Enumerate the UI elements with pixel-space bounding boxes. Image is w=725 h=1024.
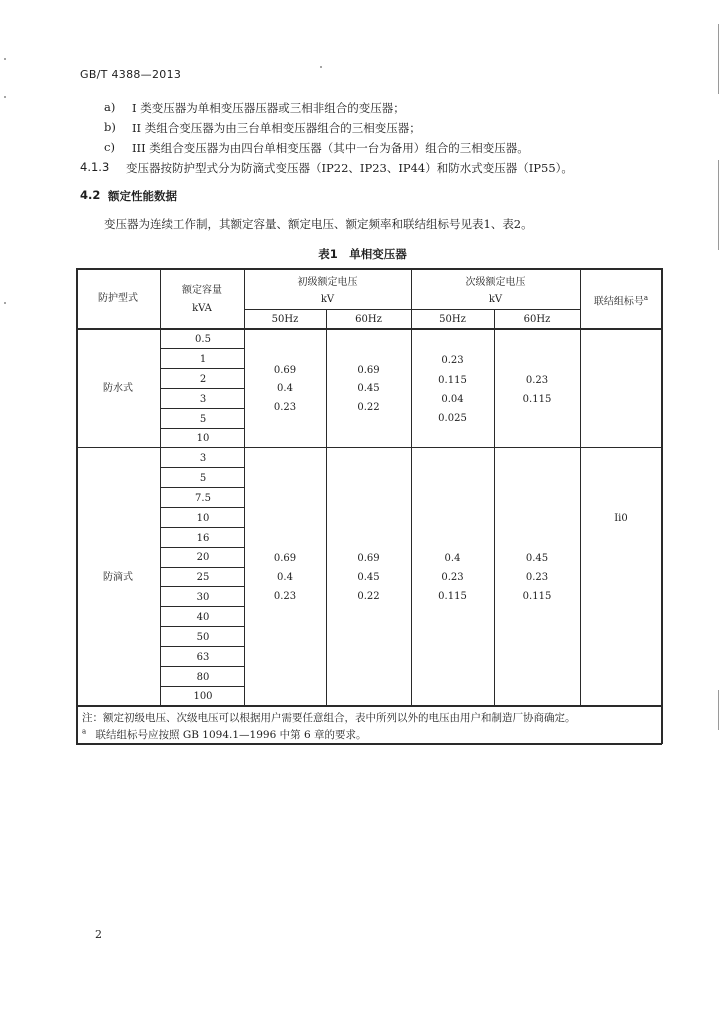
capacity-value: 2 — [199, 374, 207, 385]
capacity-value: 16 — [196, 533, 210, 544]
primary-60hz-value: 0.45 — [357, 572, 380, 583]
capacity-row-line — [160, 388, 244, 389]
page-number: 2 — [95, 928, 102, 941]
capacity-row-line — [160, 626, 244, 627]
primary-60hz-value: 0.22 — [357, 402, 380, 413]
list-item-marker: c) — [104, 140, 115, 154]
capacity-value: 1 — [199, 354, 207, 365]
body-paragraph: 变压器为连续工作制，其额定容量、额定电压、额定频率和联结组标号见表1、表2。 — [104, 217, 533, 231]
secondary-60hz-value: 0.45 — [525, 553, 549, 564]
capacity-row-line — [160, 428, 244, 429]
header-rated-capacity-unit: kVA — [192, 303, 212, 314]
page-edge-line — [718, 24, 719, 94]
header-connection-symbol — [580, 292, 662, 308]
secondary-60hz-value: 0.115 — [522, 591, 552, 602]
secondary-50hz-value: 0.115 — [438, 591, 467, 602]
table-border-left — [76, 268, 78, 744]
header-bottom-line — [76, 328, 662, 330]
clause-number: 4.1.3 — [80, 160, 110, 174]
section-title: 额定性能数据 — [108, 189, 177, 203]
secondary-50hz-value: 0.025 — [438, 413, 467, 424]
secondary-50hz-value: 0.115 — [438, 375, 467, 386]
capacity-row-line — [160, 368, 244, 369]
table-border-bottom — [76, 743, 662, 745]
list-item-marker: a) — [104, 100, 116, 114]
capacity-value: 5 — [199, 414, 207, 425]
primary-50hz-value: 0.23 — [273, 591, 297, 602]
col-divider — [411, 268, 412, 705]
primary-60hz-value: 0.69 — [357, 553, 380, 564]
header-primary-unit: kV — [320, 294, 335, 305]
header-secondary-unit: kV — [488, 294, 503, 305]
capacity-value: 80 — [196, 672, 210, 683]
capacity-row-line — [160, 507, 244, 508]
list-item-text: I 类变压器为单相变压器压器或三相非组合的变压器； — [132, 101, 405, 115]
group-label: 防水式 — [103, 383, 133, 394]
document-id-header: GB/T 4388—2013 — [80, 68, 182, 81]
list-item-text: III 类组合变压器为由四台单相变压器（其中一台为备用）组合的三相变压器。 — [132, 141, 529, 155]
capacity-row-line — [160, 606, 244, 607]
primary-50hz-value: 0.23 — [273, 402, 297, 413]
capacity-value: 40 — [196, 612, 210, 623]
secondary-50hz-value: 0.4 — [444, 553, 461, 564]
capacity-value: 0.5 — [195, 334, 211, 345]
note-top-line — [76, 705, 662, 707]
capacity-value: 50 — [196, 632, 210, 643]
primary-50hz-value: 0.69 — [273, 365, 297, 376]
table-caption: 表1 单相变压器 — [318, 247, 407, 261]
capacity-row-line — [160, 646, 244, 647]
capacity-row-line — [160, 527, 244, 528]
list-item-marker: b) — [104, 120, 116, 134]
capacity-value: 7.5 — [195, 493, 211, 504]
capacity-value: 5 — [199, 473, 207, 484]
primary-60hz-value: 0.69 — [357, 365, 380, 376]
footnote-marker: a — [82, 727, 87, 736]
clause-text: 变压器按防护型式分为防滴式变压器（IP22、IP23、IP44）和防水式变压器（IP55）。 — [126, 161, 573, 175]
header-freq-50: 50Hz — [271, 314, 299, 325]
header-connection-symbol-text: 联结组标号 — [593, 296, 644, 308]
connection-symbol-value: Ii0 — [614, 513, 628, 524]
capacity-row-line — [160, 348, 244, 349]
capacity-row-line — [160, 547, 244, 548]
scan-speck — [4, 302, 6, 304]
capacity-row-line — [160, 686, 244, 687]
group-separator — [76, 447, 662, 448]
capacity-row-line — [160, 666, 244, 667]
table-footnote-text: 联结组标号应按照 GB 1094.1—1996 中第 6 章的要求。 — [95, 729, 367, 741]
primary-50hz-value: 0.4 — [277, 572, 293, 583]
single-phase-transformer-table — [76, 268, 662, 744]
capacity-value: 10 — [196, 433, 210, 444]
capacity-value: 20 — [196, 552, 210, 563]
capacity-row-line — [160, 408, 244, 409]
header-freq-50: 50Hz — [439, 314, 466, 325]
secondary-50hz-value: 0.04 — [441, 394, 464, 405]
secondary-50hz-value: 0.23 — [441, 572, 464, 583]
primary-60hz-value: 0.22 — [357, 591, 380, 602]
table-footnote — [82, 727, 366, 742]
capacity-value: 10 — [196, 513, 210, 524]
table-border-top — [76, 268, 662, 270]
header-subline — [244, 309, 580, 310]
secondary-50hz-value: 0.23 — [441, 355, 464, 366]
capacity-row-line — [160, 467, 244, 468]
secondary-60hz-value: 0.115 — [522, 394, 552, 405]
table-note: 注：额定初级电压、次级电压可以根据用户需要任意组合，表中所列以外的电压由用户和制造厂协商确定。 — [82, 712, 576, 724]
list-item-text: II 类组合变压器为由三台单相变压器组合的三相变压器； — [132, 121, 421, 135]
col-divider — [244, 268, 245, 705]
capacity-row-line — [160, 586, 244, 587]
capacity-row-line — [160, 487, 244, 488]
group-label: 防滴式 — [103, 572, 133, 583]
header-primary-voltage: 初级额定电压 — [297, 277, 358, 288]
page-edge-line — [718, 690, 719, 730]
secondary-60hz-value: 0.23 — [525, 375, 549, 386]
page-edge-line — [718, 160, 719, 250]
capacity-value: 30 — [196, 592, 210, 603]
header-secondary-voltage: 次级额定电压 — [465, 277, 526, 288]
col-divider — [494, 309, 495, 705]
header-freq-60: 60Hz — [523, 314, 551, 325]
footnote-marker: a — [643, 294, 649, 302]
scan-speck — [4, 96, 6, 98]
scan-speck — [4, 58, 6, 60]
header-protection-type: 防护型式 — [98, 293, 138, 304]
capacity-value: 3 — [199, 453, 207, 464]
primary-60hz-value: 0.45 — [357, 383, 380, 394]
capacity-value: 3 — [199, 394, 207, 405]
section-number: 4.2 — [80, 188, 101, 202]
header-freq-60: 60Hz — [355, 314, 382, 325]
primary-50hz-value: 0.4 — [277, 383, 293, 394]
capacity-row-line — [160, 567, 244, 568]
capacity-value: 63 — [196, 652, 210, 663]
scan-speck — [320, 66, 322, 68]
capacity-value: 100 — [193, 691, 213, 702]
table-border-right — [661, 268, 663, 744]
header-rated-capacity: 额定容量 — [182, 285, 222, 296]
capacity-value: 25 — [196, 572, 210, 583]
col-divider — [580, 268, 581, 705]
secondary-60hz-value: 0.23 — [525, 572, 549, 583]
primary-50hz-value: 0.69 — [273, 553, 297, 564]
